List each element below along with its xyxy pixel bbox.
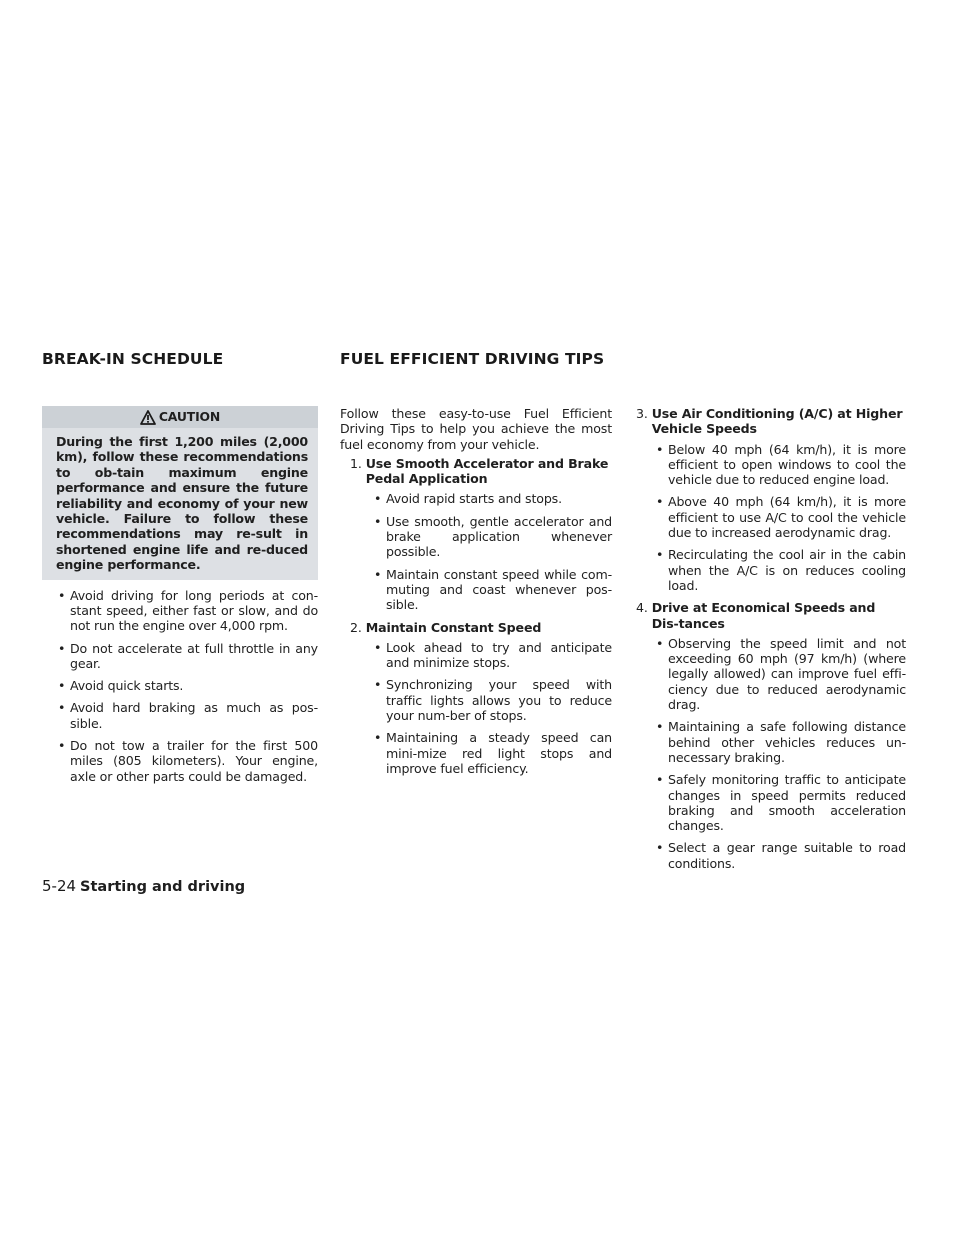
- page-footer: [42, 877, 245, 895]
- heading-break-in-schedule: BREAK-IN SCHEDULE: [42, 350, 224, 368]
- break-in-column: [42, 406, 318, 791]
- list-item: • Look ahead to try and anticipate and minimize stops.: [374, 639, 612, 671]
- heading-fuel-efficient-tips: FUEL EFFICIENT DRIVING TIPS: [340, 350, 605, 368]
- tip-number: 3.: [636, 406, 648, 421]
- fuel-intro-text: Follow these easy-to-use Fuel Efficient Driving Tips to help you achieve the most fuel economy from your vehicle.: [340, 406, 612, 452]
- list-item: • Avoid rapid starts and stops.: [374, 491, 562, 507]
- list-item: • Do not accelerate at full throttle in any gear.: [58, 640, 318, 671]
- list-item: • Use smooth, gentle accelerator and brake application whenever possible.: [374, 513, 612, 560]
- list-item: • Avoid quick starts.: [58, 678, 184, 694]
- warning-triangle-icon: [140, 410, 156, 425]
- tip-4: [636, 600, 906, 871]
- list-item: • Observing the speed limit and not exceeding 60 mph (97 km/h) (where legally allowed) can improve fuel effi-ciency due to reduced aerodynamic drag.: [656, 635, 906, 713]
- caution-header: [42, 406, 318, 428]
- list-item: • Do not tow a trailer for the first 500 miles (805 kilometers). Your engine, axle or other parts could be damaged.: [58, 738, 318, 784]
- fuel-tips-column-1: [340, 406, 612, 783]
- section-name: Starting and driving: [80, 879, 246, 895]
- tip-title: Use Smooth Accelerator and Brake Pedal Application: [365, 455, 609, 487]
- tip-1: [340, 456, 612, 613]
- list-item: • Synchronizing your speed with traffic lights allows you to reduce your num-ber of stops.: [374, 677, 612, 724]
- list-item: • Maintain constant speed while com-muting and coast whenever pos-sible.: [374, 566, 612, 613]
- caution-label: CAUTION: [158, 409, 221, 425]
- tip-title: Use Air Conditioning (A/C) at Higher Vehicle Speeds: [651, 406, 903, 437]
- page-number: 5-24: [42, 877, 77, 895]
- list-item: • Recirculating the cool air in the cabin when the A/C is on reduces cooling load.: [656, 547, 906, 593]
- break-in-list: [42, 588, 318, 784]
- list-item: • Maintaining a steady speed can mini-mize red light stops and improve fuel efficiency.: [374, 730, 612, 776]
- list-item: • Above 40 mph (64 km/h), it is more efficient to use A/C to cool the vehicle due to increased aerodynamic drag.: [656, 494, 906, 541]
- fuel-tips-column-2: [636, 406, 906, 878]
- caution-text: During the first 1,200 miles (2,000 km), follow these recommendations to ob-tain maximum engine performance and ensure the future reliability and economy of your new vehicle. Failure to follow these recommendations may re-sult in shortened engine life and re-duced engine performance.: [56, 434, 308, 573]
- tip-number: 2.: [350, 619, 362, 635]
- caution-box: [42, 406, 318, 580]
- tip-number: 1.: [350, 455, 362, 471]
- tip-title: Maintain Constant Speed: [365, 619, 542, 635]
- list-item: • Avoid hard braking as much as pos-sible.: [58, 700, 318, 731]
- list-item: • Avoid driving for long periods at con-stant speed, either fast or slow, and do not run the engine over 4,000 rpm.: [58, 587, 318, 634]
- list-item: • Below 40 mph (64 km/h), it is more efficient to open windows to cool the vehicle due to reduced engine load.: [656, 441, 906, 488]
- list-item: • Select a gear range suitable to road conditions.: [656, 840, 906, 871]
- tip-title: Drive at Economical Speeds and Dis-tances: [651, 600, 876, 631]
- list-item: • Maintaining a safe following distance behind other vehicles reduces un-necessary braking.: [656, 719, 906, 765]
- list-item: • Safely monitoring traffic to anticipate changes in speed permits reduced braking and smooth acceleration changes.: [656, 772, 906, 834]
- tip-3: [636, 406, 906, 593]
- tip-number: 4.: [636, 600, 648, 616]
- tip-2: [340, 620, 612, 777]
